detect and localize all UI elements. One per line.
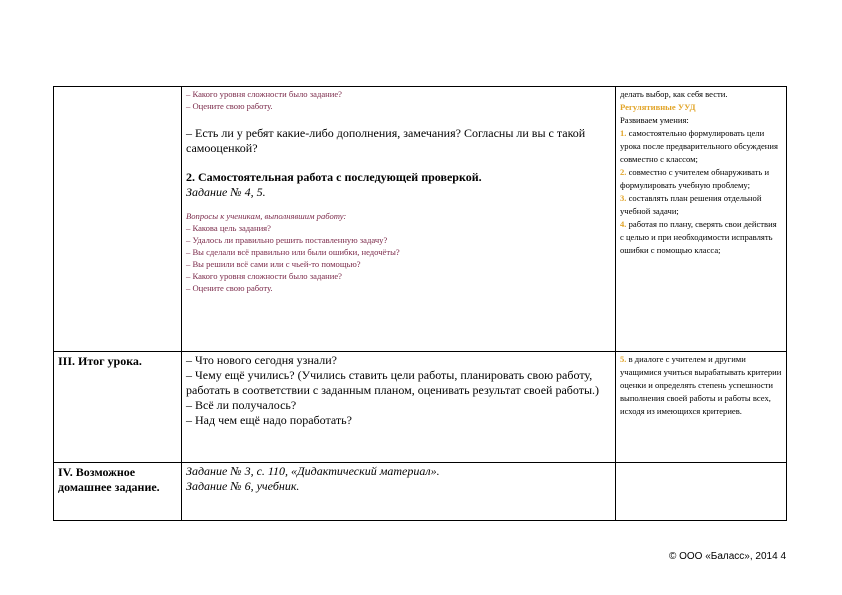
question-line: – Какого уровня сложности было задание? [186, 271, 342, 281]
homework-line: Задание № 3, с. 110, «Дидактический материал». [186, 464, 440, 478]
table-row [54, 352, 787, 463]
stage-cell [54, 352, 182, 463]
question-line: – Вы сделали всё правильно или были ошибки, недочёты? [186, 247, 400, 257]
question-line: – Вы решили всё сами или с чьей-то помощью? [186, 259, 361, 269]
stage-cell [54, 463, 182, 521]
uud-item: 5. в диалоге с учителем и другими учащимися учиться вырабатывать критерии оценки и определять степень успешности выполнения своей работы и работы всех, исходя из имеющихся критериев. [620, 354, 782, 416]
table-row [54, 87, 787, 352]
uud-item: 2. совместно с учителем обнаруживать и формулировать учебную проблему; [620, 167, 770, 190]
stage-label: IV. Возможное домашнее задание. [58, 465, 160, 494]
question-line: – Удалось ли правильно решить поставленную задачу? [186, 235, 388, 245]
stage-label: III. Итог урока. [58, 354, 142, 368]
uud-cell [616, 352, 787, 463]
uud-cell [616, 463, 787, 521]
uud-intro: Развиваем умения: [620, 115, 689, 125]
uud-item: 4. работая по плану, сверять свои действия с целью и при необходимости исправлять ошибки с помощью класса; [620, 219, 777, 255]
uud-item: 1. самостоятельно формулировать цели урока после предварительного обсуждения совместно с классом; [620, 128, 778, 164]
stage-cell [54, 87, 182, 352]
stage-label [58, 88, 177, 89]
uud-item: 3. составлять план решения отдельной учебной задачи; [620, 193, 762, 216]
lesson-plan-table [53, 86, 787, 521]
uud-text: делать выбор, как себя вести. [620, 89, 728, 99]
discussion-text: – Есть ли у ребят какие-либо дополнения, замечания? Согласны ли вы с такой самооценкой? [186, 126, 586, 155]
content-cell [182, 352, 616, 463]
summary-line: – Чему ещё учились? (Учились ставить цели работы, планировать свою работу, работать в соответствии с заданным планом, оценивать результат своей работы.) [186, 368, 600, 397]
summary-line: – Над чем ещё надо поработать? [186, 413, 352, 427]
question-line: – Оцените свою работу. [186, 101, 273, 111]
question-line: – Оцените свою работу. [186, 283, 273, 293]
summary-line: – Что нового сегодня узнали? [186, 353, 337, 367]
copyright-footer: © ООО «Баласс», 2014 4 [668, 551, 786, 562]
homework-line: Задание № 6, учебник. [186, 479, 300, 493]
uud-title: Регулятивные УУД [620, 102, 696, 112]
section-heading: 2. Самостоятельная работа с последующей проверкой. [186, 170, 482, 184]
question-line: – Какого уровня сложности было задание? [186, 89, 342, 99]
question-line: – Какова цель задания? [186, 223, 271, 233]
questions-title: Вопросы к ученикам, выполнявшим работу: [186, 211, 347, 221]
content-cell [182, 463, 616, 521]
summary-line: – Всё ли получалось? [186, 398, 297, 412]
content-cell [182, 87, 616, 352]
uud-cell [616, 87, 787, 352]
task-reference: Задание № 4, 5. [186, 185, 266, 199]
table-row [54, 463, 787, 521]
